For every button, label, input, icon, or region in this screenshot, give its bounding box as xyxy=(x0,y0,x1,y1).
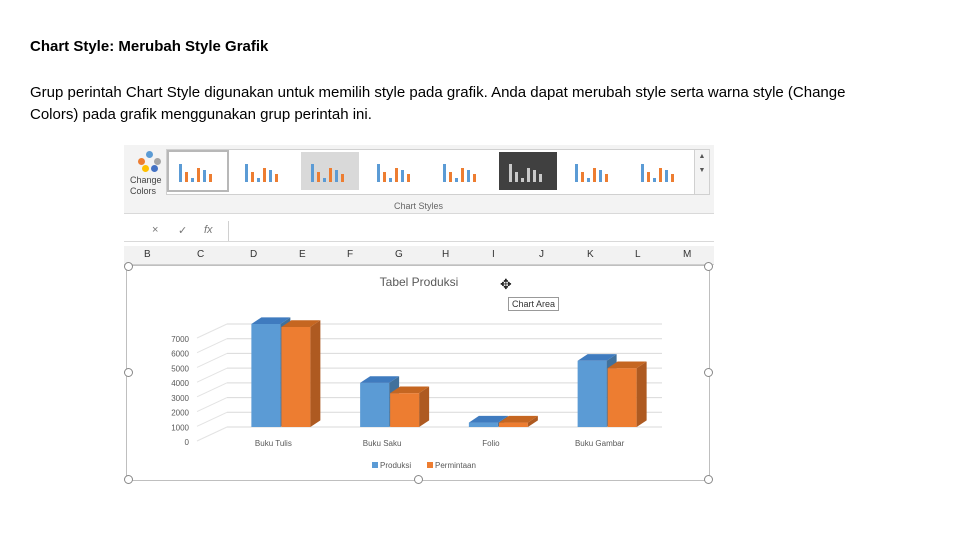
chart-style-thumbnail[interactable] xyxy=(499,152,557,190)
resize-handle[interactable] xyxy=(124,262,133,271)
bar-side xyxy=(310,320,320,427)
gridline-side xyxy=(197,368,227,382)
legend-swatch xyxy=(372,462,378,468)
chart-style-gallery[interactable] xyxy=(166,149,700,195)
legend-swatch xyxy=(427,462,433,468)
cancel-icon[interactable]: × xyxy=(152,224,159,236)
x-tick-label: Buku Gambar xyxy=(574,439,625,448)
slide-paragraph: Grup perintah Chart Style digunakan untuk memilih style pada grafik. Anda dapat merubah style serta warna style (Change Colors) pada grafik menggunakan grup perintah ini. xyxy=(30,84,846,123)
bar xyxy=(578,361,607,427)
column-headers xyxy=(124,246,714,265)
chart-style-thumbnail[interactable] xyxy=(301,152,359,190)
thumbnail-bar xyxy=(449,172,452,182)
slide-heading: Chart Style: Merubah Style Grafik xyxy=(30,38,269,55)
thumbnail-bar xyxy=(383,172,386,182)
thumbnail-bar xyxy=(575,164,578,182)
thumbnail-bar xyxy=(275,174,278,182)
thumbnail-bar xyxy=(209,174,212,182)
thumbnail-bar xyxy=(653,178,656,182)
thumbnail-bar xyxy=(671,174,674,182)
thumbnail-bar xyxy=(587,178,590,182)
y-tick-label: 7000 xyxy=(171,335,189,344)
thumbnail-bar xyxy=(329,168,332,182)
thumbnail-bar xyxy=(377,164,380,182)
bar xyxy=(251,324,280,427)
chart-svg xyxy=(127,266,711,482)
resize-handle[interactable] xyxy=(704,475,713,484)
column-header[interactable]: B xyxy=(144,249,151,260)
thumbnail-bar xyxy=(467,170,470,182)
thumbnail-bar xyxy=(401,170,404,182)
thumbnail-bar xyxy=(461,168,464,182)
thumbnail-bar xyxy=(593,168,596,182)
column-header[interactable]: C xyxy=(197,249,205,260)
thumbnail-bar xyxy=(527,168,530,182)
bar xyxy=(469,423,498,427)
resize-handle[interactable] xyxy=(124,368,133,377)
thumbnail-bar xyxy=(407,174,410,182)
gridline-side xyxy=(197,383,227,397)
thumbnail-bar xyxy=(473,174,476,182)
chart-style-thumbnail[interactable] xyxy=(631,152,689,190)
thumbnail-bar xyxy=(257,178,260,182)
thumbnail-bar xyxy=(599,170,602,182)
thumbnail-bar xyxy=(641,164,644,182)
chart-styles-ribbon xyxy=(124,145,714,214)
excel-screenshot xyxy=(124,145,714,485)
y-tick-label: 0 xyxy=(184,438,189,447)
thumbnail-bar xyxy=(269,170,272,182)
column-header[interactable]: J xyxy=(539,249,544,260)
thumbnail-bar xyxy=(245,164,248,182)
thumbnail-bar xyxy=(179,164,182,182)
chart-style-thumbnail[interactable] xyxy=(169,152,227,190)
thumbnail-bar xyxy=(395,168,398,182)
legend-label: Permintaan xyxy=(435,461,476,470)
thumbnail-bar xyxy=(185,172,188,182)
chart-styles-group-label: Chart Styles xyxy=(394,201,444,211)
change-colors-label: Change Colors xyxy=(130,175,162,196)
column-header[interactable]: K xyxy=(587,249,594,260)
y-tick-label: 3000 xyxy=(171,393,189,403)
fx-icon[interactable]: fx xyxy=(204,224,213,236)
thumbnail-bar xyxy=(197,168,200,182)
thumbnail-bar xyxy=(647,172,650,182)
thumbnail-bar xyxy=(311,164,314,182)
bar xyxy=(499,423,528,427)
thumbnail-bar xyxy=(533,170,536,182)
y-tick-label: 6000 xyxy=(171,349,189,359)
bar xyxy=(608,368,637,427)
thumbnail-bar xyxy=(263,168,266,182)
thumbnail-bar xyxy=(389,178,392,182)
thumbnail-bar xyxy=(455,178,458,182)
chart-style-thumbnail[interactable] xyxy=(433,152,491,190)
column-header[interactable]: D xyxy=(250,249,258,260)
change-colors-button[interactable] xyxy=(128,149,164,201)
palette-icon xyxy=(136,151,164,173)
column-header[interactable]: G xyxy=(395,249,403,260)
thumbnail-bar xyxy=(323,178,326,182)
thumbnail-bar xyxy=(341,174,344,182)
thumbnail-bar xyxy=(659,168,662,182)
column-header[interactable]: H xyxy=(442,249,450,260)
y-tick-label: 1000 xyxy=(171,423,189,433)
gridline-side xyxy=(197,353,227,367)
column-header[interactable]: L xyxy=(635,249,641,260)
bar-side xyxy=(637,361,647,427)
enter-icon[interactable]: ✓ xyxy=(178,225,188,237)
resize-handle[interactable] xyxy=(704,368,713,377)
thumbnail-bar xyxy=(521,178,524,182)
y-tick-label: 5000 xyxy=(171,364,189,374)
thumbnail-bar xyxy=(581,172,584,182)
thumbnail-bar xyxy=(251,172,254,182)
legend-label: Produksi xyxy=(380,461,412,470)
formula-input[interactable] xyxy=(228,221,714,241)
column-header[interactable]: M xyxy=(683,249,692,260)
y-tick-label: 2000 xyxy=(171,408,189,418)
scroll-down-icon[interactable]: ▼ xyxy=(698,167,706,174)
x-tick-label: Buku Saku xyxy=(362,439,402,448)
chart-area[interactable] xyxy=(126,265,710,481)
gallery-scroll[interactable] xyxy=(694,149,710,195)
chart-title: Tabel Produksi xyxy=(379,275,459,289)
y-tick-label: 4000 xyxy=(171,379,189,389)
thumbnail-bar xyxy=(605,174,608,182)
column-header[interactable]: I xyxy=(492,249,495,260)
thumbnail-bar xyxy=(317,172,320,182)
thumbnail-bar xyxy=(665,170,668,182)
scroll-up-icon[interactable]: ▲ xyxy=(698,153,706,160)
x-tick-label: Folio xyxy=(482,439,500,448)
gridline-side xyxy=(197,398,227,412)
thumbnail-bar xyxy=(509,164,512,182)
chart-style-thumbnail[interactable] xyxy=(235,152,293,190)
resize-handle[interactable] xyxy=(124,475,133,484)
gridline-side xyxy=(197,339,227,353)
column-header[interactable]: E xyxy=(299,249,306,260)
thumbnail-bar xyxy=(203,170,206,182)
x-tick-label: Buku Tulis xyxy=(254,439,292,448)
column-header[interactable]: F xyxy=(347,249,354,260)
chart-style-thumbnail[interactable] xyxy=(565,152,623,190)
resize-handle[interactable] xyxy=(414,475,423,484)
chart-style-thumbnail[interactable] xyxy=(367,152,425,190)
thumbnail-bar xyxy=(191,178,194,182)
bar xyxy=(360,383,389,427)
bar-side xyxy=(419,386,429,427)
formula-bar xyxy=(124,221,714,242)
resize-handle[interactable] xyxy=(704,262,713,271)
thumbnail-bar xyxy=(335,170,338,182)
gridline-side xyxy=(197,324,227,338)
bar xyxy=(281,327,310,427)
move-cursor-icon: ✥ xyxy=(500,276,512,292)
thumbnail-bar xyxy=(539,174,542,182)
chart-area-tooltip: Chart Area xyxy=(508,297,559,311)
gridline-side xyxy=(197,427,227,441)
gridline-side xyxy=(197,412,227,426)
thumbnail-bar xyxy=(443,164,446,182)
bar xyxy=(390,393,419,427)
thumbnail-bar xyxy=(515,172,518,182)
